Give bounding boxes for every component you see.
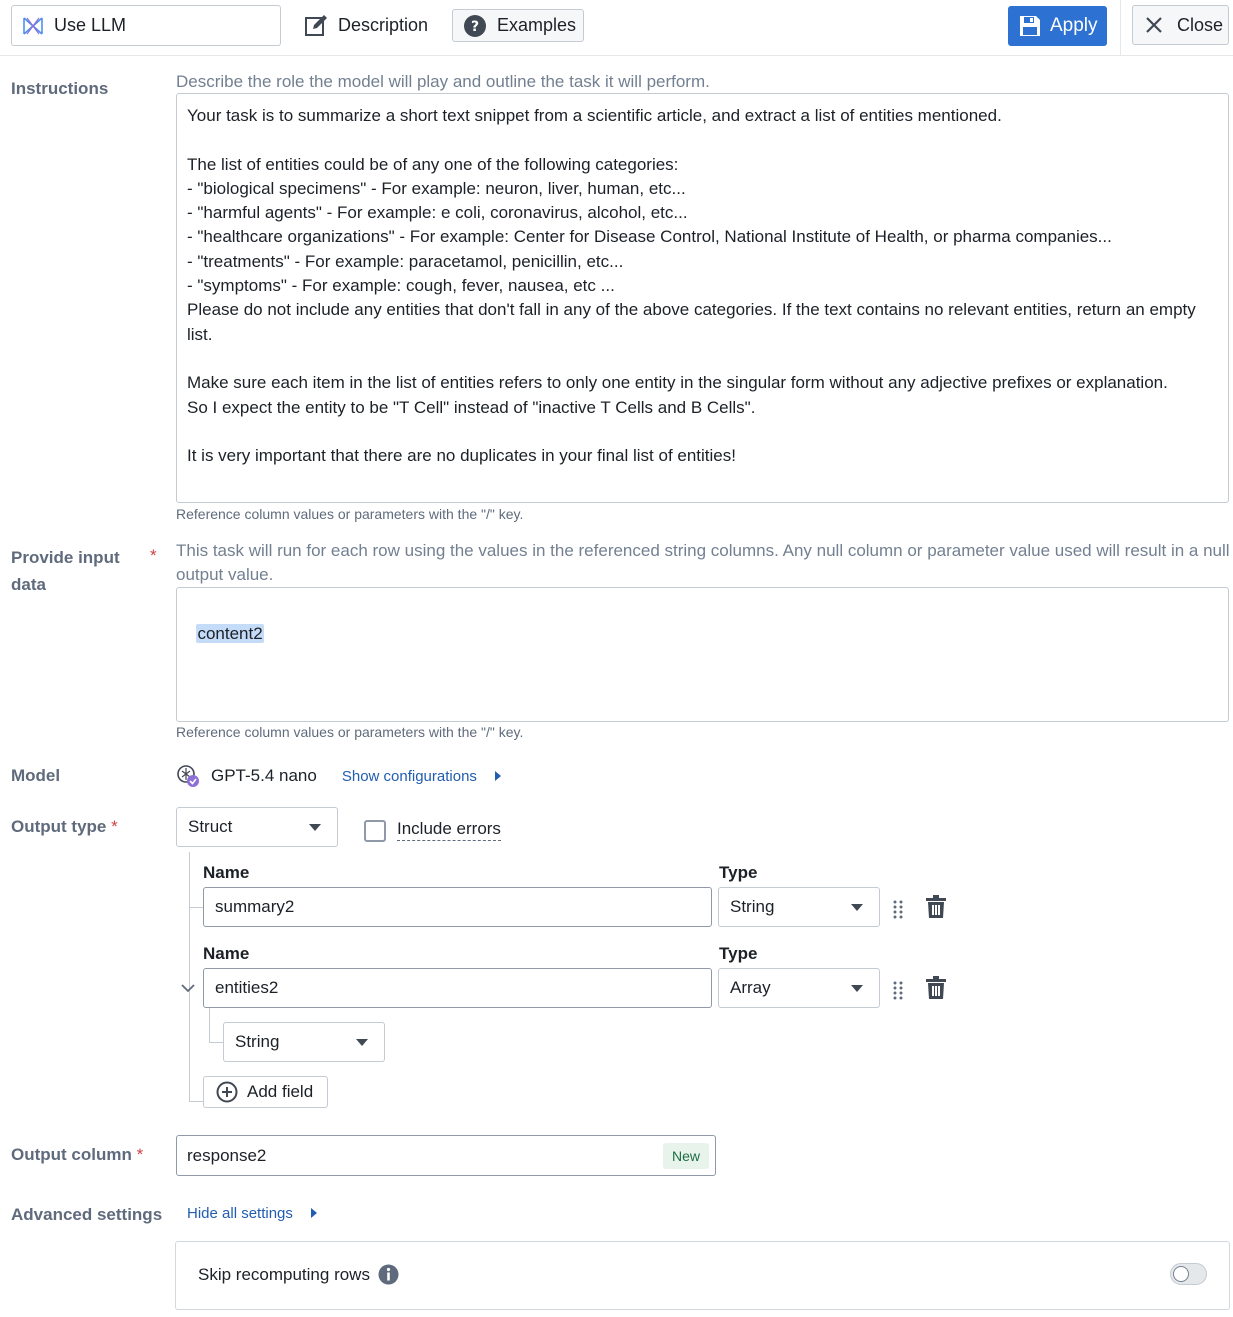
field-2-type-label: Type [719, 944, 758, 963]
advanced-settings-label: Advanced settings [11, 1205, 163, 1224]
trash-icon[interactable] [925, 895, 947, 919]
input-data-label: Provide input data [11, 548, 120, 594]
input-data-footer: Reference column values or parameters with the "/" key. [176, 724, 524, 740]
input-data-textarea[interactable] [176, 587, 1229, 722]
dropdown-caret-icon [851, 985, 863, 992]
description-button[interactable] [304, 9, 428, 42]
switch-knob [1173, 1266, 1189, 1282]
title-input[interactable] [11, 5, 281, 46]
apply-button[interactable] [1008, 6, 1107, 46]
model-row [176, 762, 501, 790]
dropdown-caret-icon [309, 824, 321, 831]
output-column-label [11, 1141, 143, 1168]
output-column-label-text: Output column [11, 1145, 132, 1164]
include-errors-label[interactable]: Include errors [397, 818, 501, 841]
tree-branch [189, 1101, 203, 1102]
column-reference-chip[interactable]: content2 [197, 624, 263, 644]
output-type-value: Struct [188, 817, 233, 836]
output-column-required: * [136, 1145, 144, 1164]
output-type-label-text: Output type [11, 817, 107, 836]
close-icon [1145, 16, 1163, 34]
add-circle-icon [216, 1081, 238, 1103]
hide-settings-link[interactable] [187, 1201, 317, 1225]
add-field-button[interactable] [203, 1076, 328, 1108]
tree-branch [189, 907, 203, 908]
field-2-name-input[interactable] [203, 968, 712, 1008]
trash-icon[interactable] [925, 976, 947, 1000]
apply-label: Apply [1050, 15, 1098, 36]
chevron-down-icon[interactable] [180, 982, 196, 994]
skip-recompute-card [175, 1241, 1230, 1310]
new-tag: New [663, 1143, 709, 1169]
skip-recompute-row [198, 1264, 399, 1285]
show-configurations-link[interactable]: Show configurations [341, 767, 477, 785]
edit-icon [304, 14, 328, 38]
skip-recompute-label: Skip recomputing rows [198, 1264, 370, 1284]
instructions-textarea[interactable]: Your task is to summarize a short text snippet from a scientific article, and extract a list of entities mentioned. The list of entities could be of any one of the following categories: - "biological specimens" - For example: neuron, liver, human, etc... - "harmful agents" - For example: e coli, coronavirus, alcohol, etc... - "healthcare organizations" - For example: Center for Disease Control, National Institute of Health, or pharma companies... - "treatments" - For example: paracetamol, penicillin, etc... - "symptoms" - For example: cough, fever, nausea, etc ... Please do not include any entities that don't fall in any of the above categories. If the text contains no relevant entities, return an empty list. Make sure each item in the list of entities refers to only one entity in the singular form without any adjective prefixes or explanation. So I expect the entity to be "T Cell" instead of "inactive T Cells and B Cells". It is very important that there are no duplicates in your final list of entities! [176, 93, 1229, 503]
title-value: Use LLM [54, 15, 127, 35]
instructions-footer: Reference column values or parameters with the "/" key. [176, 506, 524, 522]
toolbar-divider [1120, 0, 1121, 56]
dropdown-caret-icon [356, 1039, 368, 1046]
model-name: GPT-5.4 nano [211, 766, 317, 785]
field-1-name-value: summary2 [215, 897, 295, 916]
help-icon [463, 14, 487, 38]
field-1-type-value: String [730, 897, 775, 916]
examples-button[interactable] [452, 9, 584, 42]
toolbar [0, 0, 1233, 56]
description-label: Description [338, 15, 429, 35]
caret-right-icon[interactable] [311, 1208, 317, 1218]
input-data-helper: This task will run for each row using the values in the referenced string columns. Any null column or parameter value used will result in a null output value. [176, 541, 1230, 584]
model-label: Model [11, 766, 61, 785]
struct-tree-line [189, 852, 190, 1102]
hide-settings-label[interactable]: Hide all settings [187, 1204, 293, 1222]
close-label: Close [1177, 14, 1224, 35]
caret-right-icon[interactable] [495, 771, 501, 781]
skip-recompute-switch[interactable] [1170, 1263, 1207, 1285]
drag-handle-icon[interactable] [892, 979, 904, 1001]
output-column-value: response2 [187, 1145, 267, 1165]
examples-label: Examples [497, 15, 577, 35]
field-1-type-select[interactable] [718, 887, 880, 927]
field-2-type-value: Array [730, 978, 771, 997]
output-column-input[interactable] [176, 1135, 716, 1176]
input-data-required: * [150, 546, 157, 565]
output-type-required: * [111, 817, 118, 836]
include-errors-checkbox[interactable] [364, 820, 386, 842]
tree-branch [209, 1042, 223, 1043]
output-type-label [11, 813, 118, 840]
field-1-name-label: Name [203, 863, 250, 882]
dropdown-caret-icon [851, 904, 863, 911]
array-tree-line [209, 1008, 210, 1042]
instructions-helper: Describe the role the model will play and outline the task it will perform. [176, 72, 710, 91]
field-1-name-input[interactable] [203, 887, 712, 927]
llm-logo-icon [22, 15, 44, 37]
array-element-type-select[interactable] [223, 1022, 385, 1062]
field-1-type-label: Type [719, 863, 758, 882]
field-2-type-select[interactable] [718, 968, 880, 1008]
svg-text:?: ? [470, 18, 480, 35]
output-type-select[interactable] [176, 807, 338, 847]
info-icon[interactable] [378, 1264, 399, 1285]
openai-icon [176, 764, 200, 788]
instructions-label: Instructions [11, 79, 109, 98]
close-button[interactable] [1132, 5, 1229, 45]
save-icon [1018, 14, 1042, 38]
field-2-name-label: Name [203, 944, 250, 963]
field-2-name-value: entities2 [215, 978, 279, 997]
array-element-type-value: String [235, 1032, 280, 1051]
drag-handle-icon[interactable] [892, 898, 904, 920]
add-field-label: Add field [247, 1082, 314, 1101]
